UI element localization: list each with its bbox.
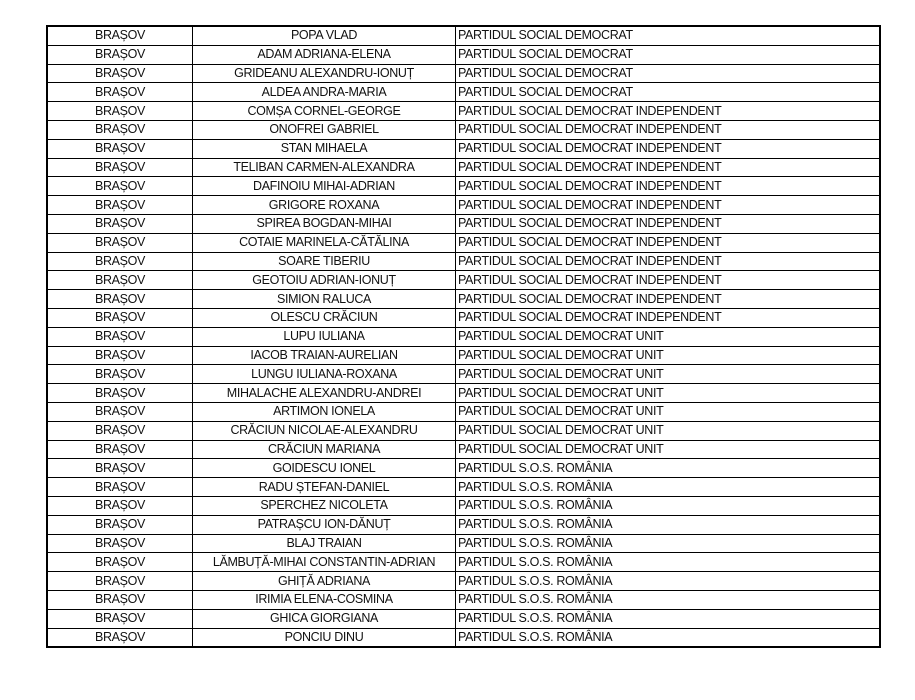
party-cell: PARTIDUL S.O.S. ROMÂNIA [456,628,881,647]
party-cell: PARTIDUL SOCIAL DEMOCRAT [456,45,881,64]
party-cell: PARTIDUL S.O.S. ROMÂNIA [456,553,881,572]
candidate-name-cell: LUNGU IULIANA-ROXANA [193,365,456,384]
county-cell: BRAȘOV [47,365,193,384]
candidate-name-cell: ALDEA ANDRA-MARIA [193,83,456,102]
party-cell: PARTIDUL SOCIAL DEMOCRAT [456,83,881,102]
county-cell: BRAȘOV [47,233,193,252]
party-cell: PARTIDUL SOCIAL DEMOCRAT [456,26,881,45]
county-cell: BRAȘOV [47,214,193,233]
party-cell: PARTIDUL S.O.S. ROMÂNIA [456,609,881,628]
county-cell: BRAȘOV [47,590,193,609]
table-row [47,120,880,139]
candidate-name-cell: DAFINOIU MIHAI-ADRIAN [193,177,456,196]
party-cell: PARTIDUL S.O.S. ROMÂNIA [456,590,881,609]
table-row [47,102,880,121]
party-cell: PARTIDUL S.O.S. ROMÂNIA [456,478,881,497]
candidate-name-cell: GOIDESCU IONEL [193,459,456,478]
table-row [47,590,880,609]
table-row [47,327,880,346]
party-cell: PARTIDUL SOCIAL DEMOCRAT UNIT [456,421,881,440]
table-row [47,553,880,572]
county-cell: BRAȘOV [47,402,193,421]
party-cell: PARTIDUL SOCIAL DEMOCRAT INDEPENDENT [456,196,881,215]
candidate-name-cell: IRIMIA ELENA-COSMINA [193,590,456,609]
table-row [47,496,880,515]
candidate-name-cell: COMȘA CORNEL-GEORGE [193,102,456,121]
table-row [47,628,880,647]
county-cell: BRAȘOV [47,139,193,158]
party-cell: PARTIDUL SOCIAL DEMOCRAT UNIT [456,365,881,384]
candidate-name-cell: RADU ȘTEFAN-DANIEL [193,478,456,497]
candidate-name-cell: LUPU IULIANA [193,327,456,346]
table-row [47,478,880,497]
county-cell: BRAȘOV [47,609,193,628]
table-row [47,64,880,83]
party-cell: PARTIDUL SOCIAL DEMOCRAT UNIT [456,346,881,365]
table-row [47,83,880,102]
table-row [47,365,880,384]
table-row [47,45,880,64]
party-cell: PARTIDUL S.O.S. ROMÂNIA [456,459,881,478]
county-cell: BRAȘOV [47,478,193,497]
candidates-table-body [47,26,880,647]
party-cell: PARTIDUL SOCIAL DEMOCRAT INDEPENDENT [456,177,881,196]
candidate-name-cell: GHICA GIORGIANA [193,609,456,628]
candidate-name-cell: SOARE TIBERIU [193,252,456,271]
county-cell: BRAȘOV [47,252,193,271]
candidate-name-cell: GHIȚĂ ADRIANA [193,572,456,591]
party-cell: PARTIDUL S.O.S. ROMÂNIA [456,515,881,534]
county-cell: BRAȘOV [47,196,193,215]
table-row [47,158,880,177]
county-cell: BRAȘOV [47,440,193,459]
candidate-name-cell: ARTIMON IONELA [193,402,456,421]
county-cell: BRAȘOV [47,120,193,139]
table-row [47,139,880,158]
table-row [47,290,880,309]
candidate-name-cell: BLAJ TRAIAN [193,534,456,553]
party-cell: PARTIDUL S.O.S. ROMÂNIA [456,496,881,515]
party-cell: PARTIDUL SOCIAL DEMOCRAT INDEPENDENT [456,252,881,271]
county-cell: BRAȘOV [47,271,193,290]
party-cell: PARTIDUL SOCIAL DEMOCRAT INDEPENDENT [456,102,881,121]
table-row [47,421,880,440]
party-cell: PARTIDUL SOCIAL DEMOCRAT UNIT [456,384,881,403]
candidate-name-cell: GEOTOIU ADRIAN-IONUȚ [193,271,456,290]
table-row [47,384,880,403]
table-row [47,609,880,628]
candidate-name-cell: GRIDEANU ALEXANDRU-IONUȚ [193,64,456,83]
county-cell: BRAȘOV [47,45,193,64]
candidate-name-cell: SPERCHEZ NICOLETA [193,496,456,515]
table-row [47,308,880,327]
party-cell: PARTIDUL SOCIAL DEMOCRAT INDEPENDENT [456,308,881,327]
candidate-name-cell: ONOFREI GABRIEL [193,120,456,139]
table-row [47,26,880,45]
county-cell: BRAȘOV [47,26,193,45]
party-cell: PARTIDUL SOCIAL DEMOCRAT UNIT [456,440,881,459]
candidate-name-cell: IACOB TRAIAN-AURELIAN [193,346,456,365]
table-row [47,252,880,271]
party-cell: PARTIDUL SOCIAL DEMOCRAT INDEPENDENT [456,233,881,252]
party-cell: PARTIDUL SOCIAL DEMOCRAT INDEPENDENT [456,139,881,158]
candidate-name-cell: CRĂCIUN NICOLAE-ALEXANDRU [193,421,456,440]
candidate-name-cell: POPA VLAD [193,26,456,45]
county-cell: BRAȘOV [47,346,193,365]
candidate-name-cell: SPIREA BOGDAN-MIHAI [193,214,456,233]
candidate-name-cell: SIMION RALUCA [193,290,456,309]
party-cell: PARTIDUL SOCIAL DEMOCRAT UNIT [456,402,881,421]
candidate-name-cell: GRIGORE ROXANA [193,196,456,215]
county-cell: BRAȘOV [47,515,193,534]
county-cell: BRAȘOV [47,83,193,102]
table-row [47,534,880,553]
county-cell: BRAȘOV [47,158,193,177]
county-cell: BRAȘOV [47,290,193,309]
candidate-name-cell: COTAIE MARINELA-CĂTĂLINA [193,233,456,252]
candidates-table [46,25,881,648]
candidate-name-cell: PONCIU DINU [193,628,456,647]
county-cell: BRAȘOV [47,327,193,346]
candidate-name-cell: STAN MIHAELA [193,139,456,158]
county-cell: BRAȘOV [47,64,193,83]
candidate-name-cell: TELIBAN CARMEN-ALEXANDRA [193,158,456,177]
table-row [47,459,880,478]
county-cell: BRAȘOV [47,572,193,591]
party-cell: PARTIDUL S.O.S. ROMÂNIA [456,534,881,553]
county-cell: BRAȘOV [47,553,193,572]
candidate-name-cell: ADAM ADRIANA-ELENA [193,45,456,64]
table-row [47,233,880,252]
party-cell: PARTIDUL SOCIAL DEMOCRAT INDEPENDENT [456,271,881,290]
table-row [47,440,880,459]
candidate-name-cell: PATRAȘCU ION-DĂNUȚ [193,515,456,534]
table-row [47,515,880,534]
table-row [47,346,880,365]
party-cell: PARTIDUL SOCIAL DEMOCRAT INDEPENDENT [456,120,881,139]
table-row [47,402,880,421]
table-row [47,196,880,215]
party-cell: PARTIDUL SOCIAL DEMOCRAT INDEPENDENT [456,290,881,309]
table-row [47,214,880,233]
candidate-name-cell: OLESCU CRĂCIUN [193,308,456,327]
table-row [47,572,880,591]
county-cell: BRAȘOV [47,628,193,647]
candidate-name-cell: LĂMBUȚĂ-MIHAI CONSTANTIN-ADRIAN [193,553,456,572]
party-cell: PARTIDUL SOCIAL DEMOCRAT INDEPENDENT [456,214,881,233]
candidate-name-cell: CRĂCIUN MARIANA [193,440,456,459]
party-cell: PARTIDUL SOCIAL DEMOCRAT UNIT [456,327,881,346]
county-cell: BRAȘOV [47,177,193,196]
party-cell: PARTIDUL S.O.S. ROMÂNIA [456,572,881,591]
table-row [47,271,880,290]
county-cell: BRAȘOV [47,384,193,403]
county-cell: BRAȘOV [47,308,193,327]
county-cell: BRAȘOV [47,534,193,553]
table-row [47,177,880,196]
county-cell: BRAȘOV [47,102,193,121]
county-cell: BRAȘOV [47,496,193,515]
county-cell: BRAȘOV [47,459,193,478]
county-cell: BRAȘOV [47,421,193,440]
candidate-name-cell: MIHALACHE ALEXANDRU-ANDREI [193,384,456,403]
party-cell: PARTIDUL SOCIAL DEMOCRAT [456,64,881,83]
party-cell: PARTIDUL SOCIAL DEMOCRAT INDEPENDENT [456,158,881,177]
